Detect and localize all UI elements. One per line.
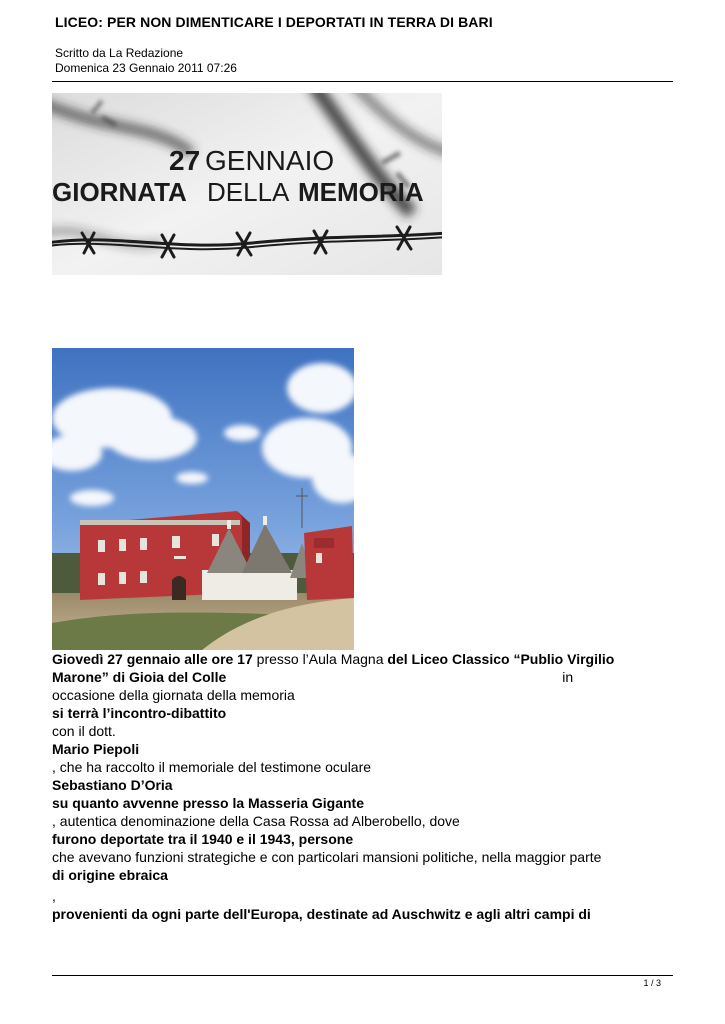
- body-line-8: su quanto avvenne presso la Masseria Gigante: [52, 795, 364, 811]
- date-line: Domenica 23 Gennaio 2011 07:26: [55, 61, 237, 75]
- body-line-10: furono deportate tra il 1940 e il 1943, persone: [52, 831, 354, 847]
- body-line-7: Sebastiano D’Oria: [52, 777, 173, 793]
- body-school: del Liceo Classico “Publio Virgilio Marone” di Gioia del Colle: [52, 651, 615, 685]
- body-line-11: che avevano funzioni strategiche e con particolari mansioni politiche, nella maggior parte: [52, 849, 602, 865]
- body-line-4: con il dott.: [52, 723, 116, 739]
- body-line-5: Mario Piepoli: [52, 741, 140, 757]
- article-title: LICEO: PER NON DIMENTICARE I DEPORTATI IN TERRA DI BARI: [55, 14, 493, 30]
- body-line-14: provenienti da ogni parte dell'Europa, destinate ad Auschwitz e agli altri campi di: [52, 906, 591, 922]
- article-meta: [55, 46, 237, 76]
- banner-word-memoria: MEMORIA: [298, 177, 424, 207]
- body-when: 27 gennaio alle ore 17: [103, 651, 253, 667]
- memorial-day-banner: [52, 93, 442, 275]
- banner-date-month: GENNAIO: [205, 145, 335, 176]
- body-in: in: [562, 669, 574, 685]
- body-line-3: si terrà l’incontro-dibattito: [52, 705, 227, 721]
- body-line-1: [52, 650, 672, 686]
- page-number: 1 / 3: [643, 978, 661, 988]
- author-line: Scritto da La Redazione: [55, 46, 184, 60]
- banner-date-number: 27: [169, 145, 201, 176]
- body-line-2: occasione della giornata della memoria: [52, 687, 295, 703]
- body-line-9: , autentica denominazione della Casa Rossa ad Alberobello, dove: [52, 813, 460, 829]
- casa-rossa-photo: [52, 348, 354, 650]
- article-body: [52, 650, 672, 923]
- header-rule: [52, 81, 673, 82]
- footer-rule: [52, 975, 673, 976]
- banner-word-giornata: GIORNATA: [52, 177, 187, 207]
- body-line-6: , che ha raccolto il memoriale del testimone oculare: [52, 759, 372, 775]
- body-line-12: di origine ebraica: [52, 867, 168, 883]
- body-where: presso l’Aula Magna: [252, 651, 388, 667]
- banner-word-della: DELLA: [207, 177, 290, 207]
- body-day: Giovedì: [52, 651, 104, 667]
- body-line-13: ,: [52, 888, 56, 904]
